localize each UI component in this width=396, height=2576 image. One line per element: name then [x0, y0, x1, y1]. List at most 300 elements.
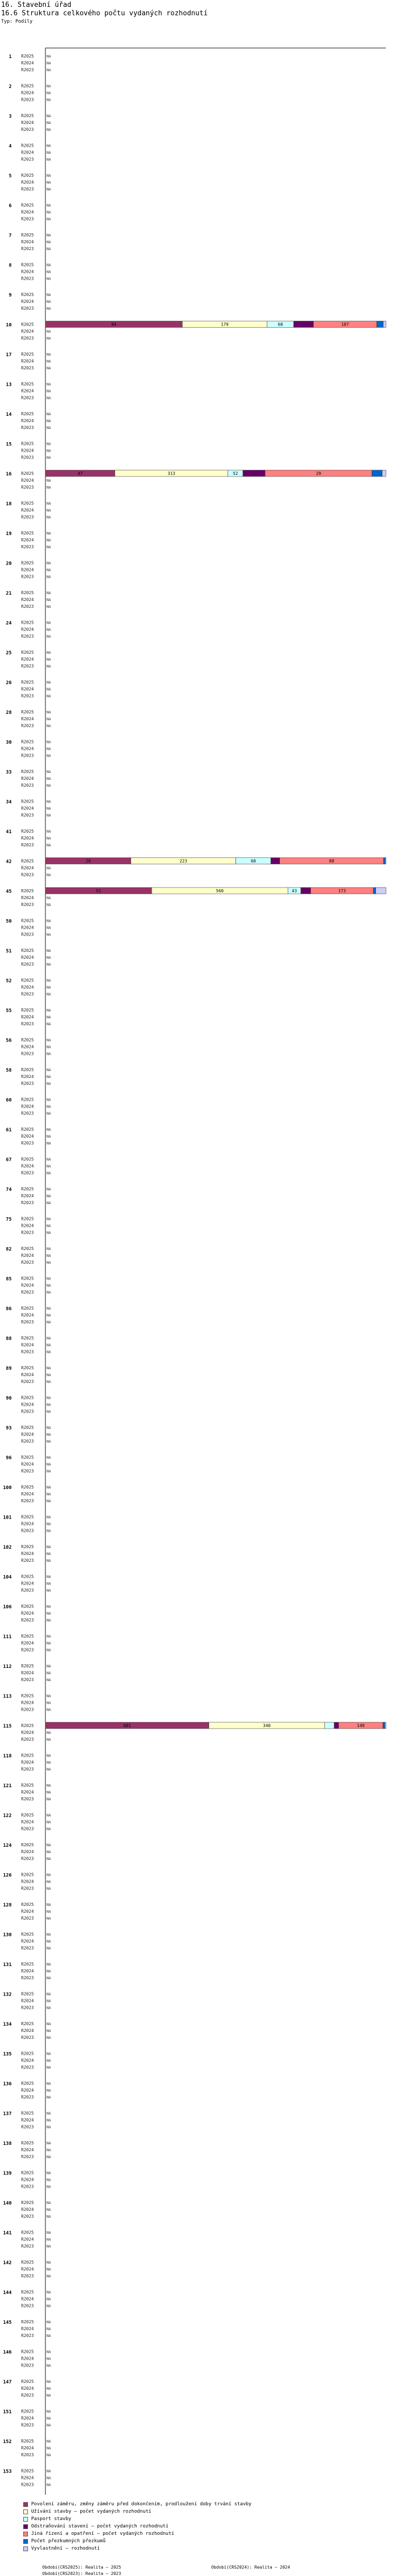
- na-marker: NA: [46, 1618, 51, 1623]
- year-tick-label: R2024: [21, 299, 34, 304]
- group-label: 118: [3, 1753, 12, 1759]
- year-tick-label: R2023: [21, 2005, 34, 2010]
- na-marker: NA: [46, 1336, 51, 1341]
- na-marker: NA: [46, 1575, 51, 1579]
- na-marker: NA: [46, 1409, 51, 1414]
- na-marker: NA: [46, 836, 51, 841]
- year-tick-label: R2025: [21, 560, 34, 566]
- year-tick-label: R2025: [21, 1991, 34, 1997]
- bar-segment: [383, 858, 385, 864]
- footer-period-2025: Období(CRS2025): Realita – 2025: [42, 2565, 121, 2570]
- group-label: 58: [6, 1068, 12, 1073]
- na-marker: NA: [46, 412, 51, 416]
- na-marker: NA: [46, 710, 51, 714]
- year-tick-label: R2024: [21, 2177, 34, 2182]
- year-tick-label: R2025: [21, 680, 34, 685]
- na-marker: NA: [46, 1366, 51, 1370]
- group-label: 8: [8, 263, 12, 269]
- group-label: 113: [3, 1694, 12, 1700]
- legend-swatch: [23, 2539, 28, 2544]
- year-tick-label: R2023: [21, 366, 34, 370]
- year-tick-label: R2024: [21, 1104, 34, 1109]
- group-label: 89: [6, 1366, 12, 1371]
- data-label: 29: [316, 471, 322, 476]
- group-label: 28: [6, 710, 12, 715]
- na-marker: NA: [46, 1164, 51, 1169]
- footer-period-2023: Období(CRS2023): Realita – 2023: [42, 2571, 121, 2576]
- year-tick-label: R2024: [21, 1492, 34, 1496]
- na-marker: NA: [46, 1455, 51, 1460]
- group-label: 33: [6, 770, 12, 775]
- group-label: 121: [3, 1783, 12, 1789]
- year-tick-label: R2025: [21, 2379, 34, 2384]
- year-tick-label: R2025: [21, 1037, 34, 1043]
- legend-label: Vyvlastnění – rozhodnutí: [31, 2546, 100, 2551]
- group-label: 50: [6, 919, 12, 924]
- na-marker: NA: [46, 829, 51, 834]
- data-label: 223: [179, 858, 187, 864]
- year-tick-label: R2025: [21, 1664, 34, 1668]
- group-label: 132: [3, 1992, 12, 1998]
- group-label: 115: [3, 1724, 12, 1729]
- na-marker: NA: [46, 1104, 51, 1109]
- year-tick-label: R2025: [21, 1425, 34, 1430]
- year-tick-label: R2023: [21, 2184, 34, 2189]
- na-marker: NA: [46, 233, 51, 237]
- group-label: 142: [3, 2260, 12, 2266]
- na-marker: NA: [46, 1396, 51, 1400]
- group-label: 147: [3, 2380, 12, 2385]
- data-label: 313: [167, 471, 175, 476]
- group-label: 130: [3, 1932, 12, 1938]
- year-tick-label: R2025: [21, 620, 34, 625]
- year-tick-label: R2024: [21, 1342, 34, 1348]
- year-tick-label: R2023: [21, 1886, 34, 1891]
- na-marker: NA: [46, 1171, 51, 1176]
- group-label: 26: [6, 680, 12, 686]
- na-marker: NA: [46, 508, 51, 513]
- na-marker: NA: [46, 2446, 51, 2450]
- bar-segment: [325, 1722, 334, 1729]
- group-label: 137: [3, 2111, 12, 2117]
- group-label: 124: [3, 1843, 12, 1848]
- na-marker: NA: [46, 1283, 51, 1288]
- na-marker: NA: [46, 605, 51, 609]
- na-marker: NA: [46, 2356, 51, 2361]
- na-marker: NA: [46, 2244, 51, 2249]
- na-marker: NA: [46, 2006, 51, 2010]
- footer-period-2024: Období(CRS2024): Realita – 2024: [211, 2565, 290, 2570]
- year-tick-label: R2023: [21, 97, 34, 102]
- year-tick-label: R2023: [21, 1677, 34, 1682]
- group-label: 128: [3, 1903, 12, 1908]
- year-tick-label: R2025: [21, 1306, 34, 1311]
- na-marker: NA: [46, 1843, 51, 1847]
- year-tick-label: R2024: [21, 388, 34, 394]
- year-tick-label: R2024: [21, 180, 34, 185]
- na-marker: NA: [46, 2029, 51, 2033]
- na-marker: NA: [46, 240, 51, 244]
- na-marker: NA: [46, 1903, 51, 1907]
- year-tick-label: R2023: [21, 962, 34, 967]
- legend-item: [23, 2523, 393, 2530]
- year-tick-label: R2024: [21, 1462, 34, 1467]
- year-tick-label: R2025: [21, 918, 34, 923]
- year-tick-label: R2025: [21, 441, 34, 446]
- year-tick-label: R2025: [21, 1187, 34, 1191]
- year-tick-label: R2025: [21, 2230, 34, 2235]
- group-label: 86: [6, 1306, 12, 1312]
- year-tick-label: R2023: [21, 425, 34, 430]
- na-marker: NA: [46, 1588, 51, 1593]
- year-tick-label: R2023: [21, 1856, 34, 1861]
- na-marker: NA: [46, 61, 51, 65]
- year-tick-label: R2024: [21, 686, 34, 692]
- year-tick-label: R2024: [21, 1879, 34, 1884]
- na-marker: NA: [46, 91, 51, 96]
- group-label: 34: [6, 799, 12, 805]
- year-tick-label: R2024: [21, 2117, 34, 2123]
- year-tick-label: R2025: [21, 1604, 34, 1609]
- na-marker: NA: [46, 1790, 51, 1795]
- year-tick-label: R2025: [21, 203, 34, 208]
- legend-item: [23, 2515, 393, 2523]
- year-tick-label: R2025: [21, 858, 34, 864]
- year-tick-label: R2024: [21, 2386, 34, 2391]
- year-tick-label: R2023: [21, 1260, 34, 1265]
- na-marker: NA: [46, 873, 51, 877]
- data-label: 179: [221, 322, 229, 327]
- year-tick-label: R2023: [21, 2303, 34, 2308]
- data-label: 340: [263, 1723, 271, 1728]
- year-tick-label: R2024: [21, 1432, 34, 1437]
- na-marker: NA: [46, 1605, 51, 1609]
- year-tick-label: R2025: [21, 1812, 34, 1818]
- na-marker: NA: [46, 770, 51, 774]
- year-tick-label: R2024: [21, 240, 34, 244]
- year-tick-label: R2025: [21, 2439, 34, 2444]
- year-tick-label: R2024: [21, 2148, 34, 2152]
- bar-segment: [376, 888, 386, 894]
- na-marker: NA: [46, 2088, 51, 2093]
- year-tick-label: R2024: [21, 567, 34, 573]
- group-label: 145: [3, 2320, 12, 2325]
- na-marker: NA: [46, 1082, 51, 1086]
- year-tick-label: R2025: [21, 352, 34, 357]
- na-marker: NA: [46, 2148, 51, 2152]
- year-tick-label: R2025: [21, 1216, 34, 1222]
- na-marker: NA: [46, 121, 51, 125]
- na-marker: NA: [46, 1820, 51, 1825]
- group-label: 152: [3, 2439, 12, 2445]
- na-marker: NA: [46, 2171, 51, 2176]
- year-tick-label: R2025: [21, 1574, 34, 1579]
- year-tick-label: R2025: [21, 83, 34, 89]
- year-tick-label: R2025: [21, 1455, 34, 1460]
- na-marker: NA: [46, 449, 51, 453]
- bar-segment: [294, 321, 313, 328]
- year-tick-label: R2025: [21, 322, 34, 327]
- na-marker: NA: [46, 2483, 51, 2487]
- group-label: 153: [3, 2469, 12, 2475]
- data-label: 84: [111, 322, 117, 327]
- year-tick-label: R2023: [21, 2244, 34, 2249]
- na-marker: NA: [46, 2476, 51, 2480]
- na-marker: NA: [46, 2274, 51, 2278]
- group-label: 5: [8, 174, 12, 179]
- year-tick-label: R2024: [21, 1849, 34, 1854]
- na-marker: NA: [46, 2208, 51, 2212]
- na-marker: NA: [46, 1664, 51, 1668]
- year-tick-label: R2024: [21, 1998, 34, 2003]
- na-marker: NA: [46, 1760, 51, 1765]
- na-marker: NA: [46, 114, 51, 118]
- group-label: 51: [6, 949, 12, 954]
- na-marker: NA: [46, 2201, 51, 2205]
- year-tick-label: R2023: [21, 216, 34, 222]
- year-tick-label: R2023: [21, 574, 34, 579]
- na-marker: NA: [46, 1306, 51, 1311]
- na-marker: NA: [46, 174, 51, 178]
- na-marker: NA: [46, 1052, 51, 1056]
- na-marker: NA: [46, 777, 51, 781]
- year-tick-label: R2023: [21, 932, 34, 937]
- year-tick-label: R2025: [21, 1634, 34, 1639]
- year-tick-label: R2023: [21, 2363, 34, 2368]
- na-marker: NA: [46, 621, 51, 625]
- group-label: 45: [6, 889, 12, 894]
- group-label: 1: [8, 54, 12, 60]
- year-tick-label: R2024: [21, 61, 34, 65]
- legend-swatch: [23, 2517, 28, 2522]
- na-marker: NA: [46, 1433, 51, 1437]
- na-marker: NA: [46, 2416, 51, 2421]
- group-label: 85: [6, 1276, 12, 1282]
- year-tick-label: R2023: [21, 1200, 34, 1205]
- year-tick-label: R2023: [21, 246, 34, 251]
- na-marker: NA: [46, 992, 51, 997]
- na-marker: NA: [46, 949, 51, 953]
- na-marker: NA: [46, 1068, 51, 1072]
- data-label: 88: [329, 858, 334, 864]
- year-tick-label: R2025: [21, 113, 34, 118]
- year-tick-label: R2025: [21, 2081, 34, 2086]
- year-tick-label: R2024: [21, 895, 34, 900]
- na-marker: NA: [46, 717, 51, 721]
- year-tick-label: R2025: [21, 1246, 34, 1251]
- year-tick-label: R2023: [21, 514, 34, 520]
- na-marker: NA: [46, 2334, 51, 2338]
- year-tick-label: R2023: [21, 872, 34, 877]
- na-marker: NA: [46, 843, 51, 847]
- year-tick-label: R2025: [21, 501, 34, 506]
- group-label: 10: [6, 322, 12, 328]
- group-label: 56: [6, 1038, 12, 1044]
- na-marker: NA: [46, 657, 51, 662]
- year-tick-label: R2024: [21, 1402, 34, 1407]
- year-tick-label: R2025: [21, 650, 34, 655]
- year-tick-label: R2023: [21, 68, 34, 72]
- na-marker: NA: [46, 1426, 51, 1430]
- year-tick-label: R2023: [21, 1051, 34, 1056]
- na-marker: NA: [46, 575, 51, 579]
- year-tick-label: R2025: [21, 412, 34, 416]
- data-label: 681: [123, 1723, 131, 1728]
- legend-item: [23, 2545, 393, 2552]
- year-tick-label: R2024: [21, 985, 34, 990]
- na-marker: NA: [46, 1946, 51, 1951]
- year-tick-label: R2023: [21, 2422, 34, 2428]
- na-marker: NA: [46, 1157, 51, 1162]
- na-marker: NA: [46, 1515, 51, 1520]
- na-marker: NA: [46, 1187, 51, 1191]
- year-tick-label: R2023: [21, 1558, 34, 1563]
- year-tick-label: R2023: [21, 1528, 34, 1533]
- year-tick-label: R2023: [21, 1647, 34, 1653]
- year-tick-label: R2025: [21, 1276, 34, 1281]
- year-tick-label: R2024: [21, 806, 34, 811]
- year-tick-label: R2024: [21, 2028, 34, 2033]
- na-marker: NA: [46, 1439, 51, 1444]
- na-marker: NA: [46, 1485, 51, 1490]
- group-label: 146: [3, 2350, 12, 2355]
- year-tick-label: R2025: [21, 1008, 34, 1013]
- bar-segment: [383, 321, 386, 328]
- group-label: 15: [6, 442, 12, 447]
- na-marker: NA: [46, 1350, 51, 1354]
- na-marker: NA: [46, 2230, 51, 2235]
- data-label: 560: [216, 889, 224, 893]
- na-marker: NA: [46, 68, 51, 72]
- na-marker: NA: [46, 1879, 51, 1884]
- na-marker: NA: [46, 366, 51, 370]
- na-marker: NA: [46, 2125, 51, 2130]
- year-tick-label: R2025: [21, 54, 34, 59]
- year-tick-label: R2023: [21, 2154, 34, 2159]
- year-tick-label: R2024: [21, 1163, 34, 1169]
- group-label: 60: [6, 1098, 12, 1103]
- data-label: 68: [250, 858, 256, 864]
- na-marker: NA: [46, 1962, 51, 1967]
- legend-label: Odstraňování stavení – počet vydaných rozhodnutí: [31, 2524, 169, 2529]
- na-marker: NA: [46, 799, 51, 804]
- data-label: 47: [77, 471, 83, 476]
- year-tick-label: R2023: [21, 813, 34, 818]
- year-tick-label: R2023: [21, 1141, 34, 1146]
- group-label: 144: [3, 2290, 12, 2296]
- year-tick-label: R2024: [21, 1909, 34, 1914]
- year-tick-label: R2025: [21, 1902, 34, 1907]
- year-tick-label: R2024: [21, 1223, 34, 1228]
- legend-label: Užívání stavby – počet vydaných rozhodnutí: [31, 2509, 152, 2514]
- na-marker: NA: [46, 634, 51, 639]
- na-marker: NA: [46, 426, 51, 430]
- year-tick-label: R2023: [21, 1588, 34, 1593]
- year-tick-label: R2025: [21, 1693, 34, 1699]
- group-label: 4: [8, 144, 12, 149]
- na-marker: NA: [46, 903, 51, 907]
- year-tick-label: R2023: [21, 604, 34, 609]
- year-tick-label: R2024: [21, 120, 34, 125]
- legend-swatch: [23, 2546, 28, 2551]
- year-tick-label: R2024: [21, 1015, 34, 1019]
- year-tick-label: R2024: [21, 1313, 34, 1318]
- year-tick-label: R2024: [21, 90, 34, 96]
- na-marker: NA: [46, 1552, 51, 1556]
- group-label: 67: [6, 1157, 12, 1163]
- na-marker: NA: [46, 1261, 51, 1265]
- na-marker: NA: [46, 1648, 51, 1653]
- year-tick-label: R2024: [21, 2058, 34, 2063]
- year-tick-label: R2023: [21, 1916, 34, 1921]
- year-tick-label: R2023: [21, 2065, 34, 2070]
- group-label: 17: [6, 352, 12, 358]
- year-tick-label: R2024: [21, 1939, 34, 1944]
- na-marker: NA: [46, 1641, 51, 1646]
- year-tick-label: R2023: [21, 455, 34, 460]
- na-marker: NA: [46, 651, 51, 655]
- year-tick-label: R2025: [21, 769, 34, 774]
- year-tick-label: R2025: [21, 1395, 34, 1400]
- na-marker: NA: [46, 1045, 51, 1050]
- year-tick-label: R2023: [21, 2393, 34, 2398]
- year-tick-label: R2025: [21, 829, 34, 834]
- na-marker: NA: [46, 1373, 51, 1377]
- bar-segment: [373, 888, 376, 894]
- year-tick-label: R2025: [21, 590, 34, 595]
- year-tick-label: R2024: [21, 1819, 34, 1825]
- na-marker: NA: [46, 1671, 51, 1675]
- na-marker: NA: [46, 2118, 51, 2123]
- data-label: 149: [357, 1723, 365, 1728]
- bar-segment: [385, 858, 386, 864]
- group-label: 151: [3, 2409, 12, 2415]
- na-marker: NA: [46, 1767, 51, 1772]
- year-tick-label: R2023: [21, 1439, 34, 1444]
- year-tick-label: R2023: [21, 157, 34, 162]
- year-tick-label: R2024: [21, 2296, 34, 2302]
- group-label: 3: [8, 114, 12, 119]
- legend-swatch: [23, 2502, 28, 2507]
- na-marker: NA: [46, 263, 51, 268]
- na-marker: NA: [46, 2267, 51, 2272]
- na-marker: NA: [46, 2453, 51, 2457]
- year-tick-label: R2023: [21, 1170, 34, 1176]
- na-marker: NA: [46, 1738, 51, 1742]
- na-marker: NA: [46, 1857, 51, 1861]
- na-marker: NA: [46, 806, 51, 811]
- year-tick-label: R2023: [21, 1976, 34, 1980]
- year-tick-label: R2025: [21, 978, 34, 983]
- na-marker: NA: [46, 1201, 51, 1205]
- na-marker: NA: [46, 962, 51, 967]
- bar-segment: [372, 470, 382, 476]
- na-marker: NA: [46, 2058, 51, 2063]
- group-label: 42: [6, 859, 12, 865]
- year-tick-label: R2024: [21, 2267, 34, 2272]
- data-label: 187: [341, 322, 349, 327]
- na-marker: NA: [46, 217, 51, 222]
- year-tick-label: R2023: [21, 2333, 34, 2338]
- group-label: 6: [8, 203, 12, 209]
- year-tick-label: R2025: [21, 1872, 34, 1877]
- year-tick-label: R2025: [21, 1067, 34, 1072]
- chart-type-label: Typ: Podíly: [1, 19, 33, 24]
- year-tick-label: R2023: [21, 1081, 34, 1086]
- na-marker: NA: [46, 1111, 51, 1116]
- year-tick-label: R2023: [21, 753, 34, 758]
- year-tick-label: R2025: [21, 471, 34, 476]
